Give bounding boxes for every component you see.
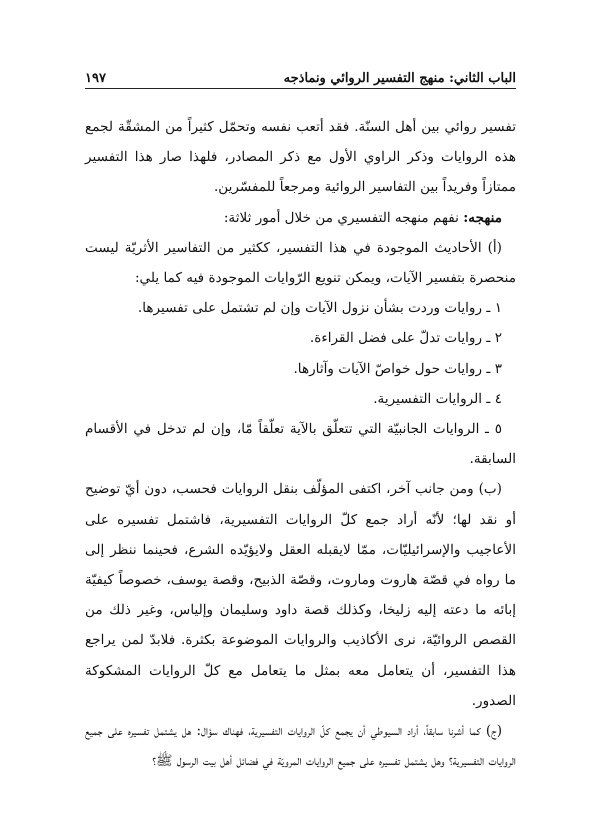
list-item: ٣ ـ روايات حول خواصّ الآيات وآثارها.	[293, 360, 502, 377]
page-number: ١٩٧	[85, 71, 106, 86]
page-header	[85, 60, 516, 86]
method-label: منهجه:	[463, 209, 502, 226]
list-item: ٢ ـ روايات تدلّ على فضل القراءة.	[309, 330, 502, 347]
header-divider	[85, 88, 516, 89]
paragraph-b: (ب) ومن جانب آخر، اكتفى المؤلّف بنقل الروايات فحسب، دون أيّ توضيح أو نقد لها؛ لأنّه أراد جمع كلّ الروايات التفسيرية، فاشتمل تفسيره على الأعاجيب والإسرائيليّات، ممّا لايقبله العقل ولايؤيّده الشرع، فحينما ننظر إلى ما رواه في قصّة هاروت وماروت، وقصّة الذبيح، وقصة يوسف، خصوصاً كيفيّة إبائه ما دعته إليه زليخا، وكذلك قصة داود وسليمان وإلياس، وغير ذلك من القصص الروائيّة، نرى الأكاذيب والروايات الموضوعة بكثرة. فلابدّ لمن يراجع هذا التفسير، أن يتعامل معه بمثل ما يتعامل مع كلّ الروايات المشكوكة الصدور.	[85, 481, 516, 709]
method-text: نفهم منهجه التفسيري من خلال أمور ثلاثة:	[223, 209, 464, 226]
list-item: ٥ ـ الروايات الجانبيّة التي تتعلّق بالآية تعلّقاً مّا، وإن لم تدخل في الأقسام السابقة.	[85, 421, 516, 468]
paragraph-intro: تفسير روائي بين أهل السنّة. فقد أتعب نفسه وتحمّل كثيراً من المشقّة لجمع هذه الروايات وذكر الراوي الأول مع ذكر المصادر، فلهذا صار هذا التفسير ممتازاً وفريداً بين التفاسير الروائية ومرجعاً للمفسّرين.	[85, 119, 516, 196]
page-body	[85, 112, 516, 776]
paragraph-a: (أ) الأحاديث الموجودة في هذا التفسير، ككثير من التفاسير الأثريّة ليست منحصرة بتفسير الآيات، ويمكن تنويع الرّوايات الموجودة فيه كما يلي:	[85, 239, 516, 287]
chapter-title: الباب الثاني: منهج التفسير الروائي ونماذجه	[283, 71, 516, 86]
list-item: ١ ـ روايات وردت بشأن نزول الآيات وإن لم تشتمل على تفسيرها.	[137, 300, 502, 317]
paragraph-method	[85, 203, 516, 233]
paragraph-c: (ج) كما أشرنا سابقاً، أراد السيوطي أن يجمع كلّ الروايات التفسيرية، فهناك سؤال: هل يشتمل تفسيره على جميع الروايات التفسيرية؟ وهل يشتمل تفسيره على جميع الروايات المرويّة في فضائل أهل بيت الرسول ﷺ؟	[85, 723, 516, 770]
list-item: ٤ ـ الروايات التفسيرية.	[373, 390, 502, 407]
